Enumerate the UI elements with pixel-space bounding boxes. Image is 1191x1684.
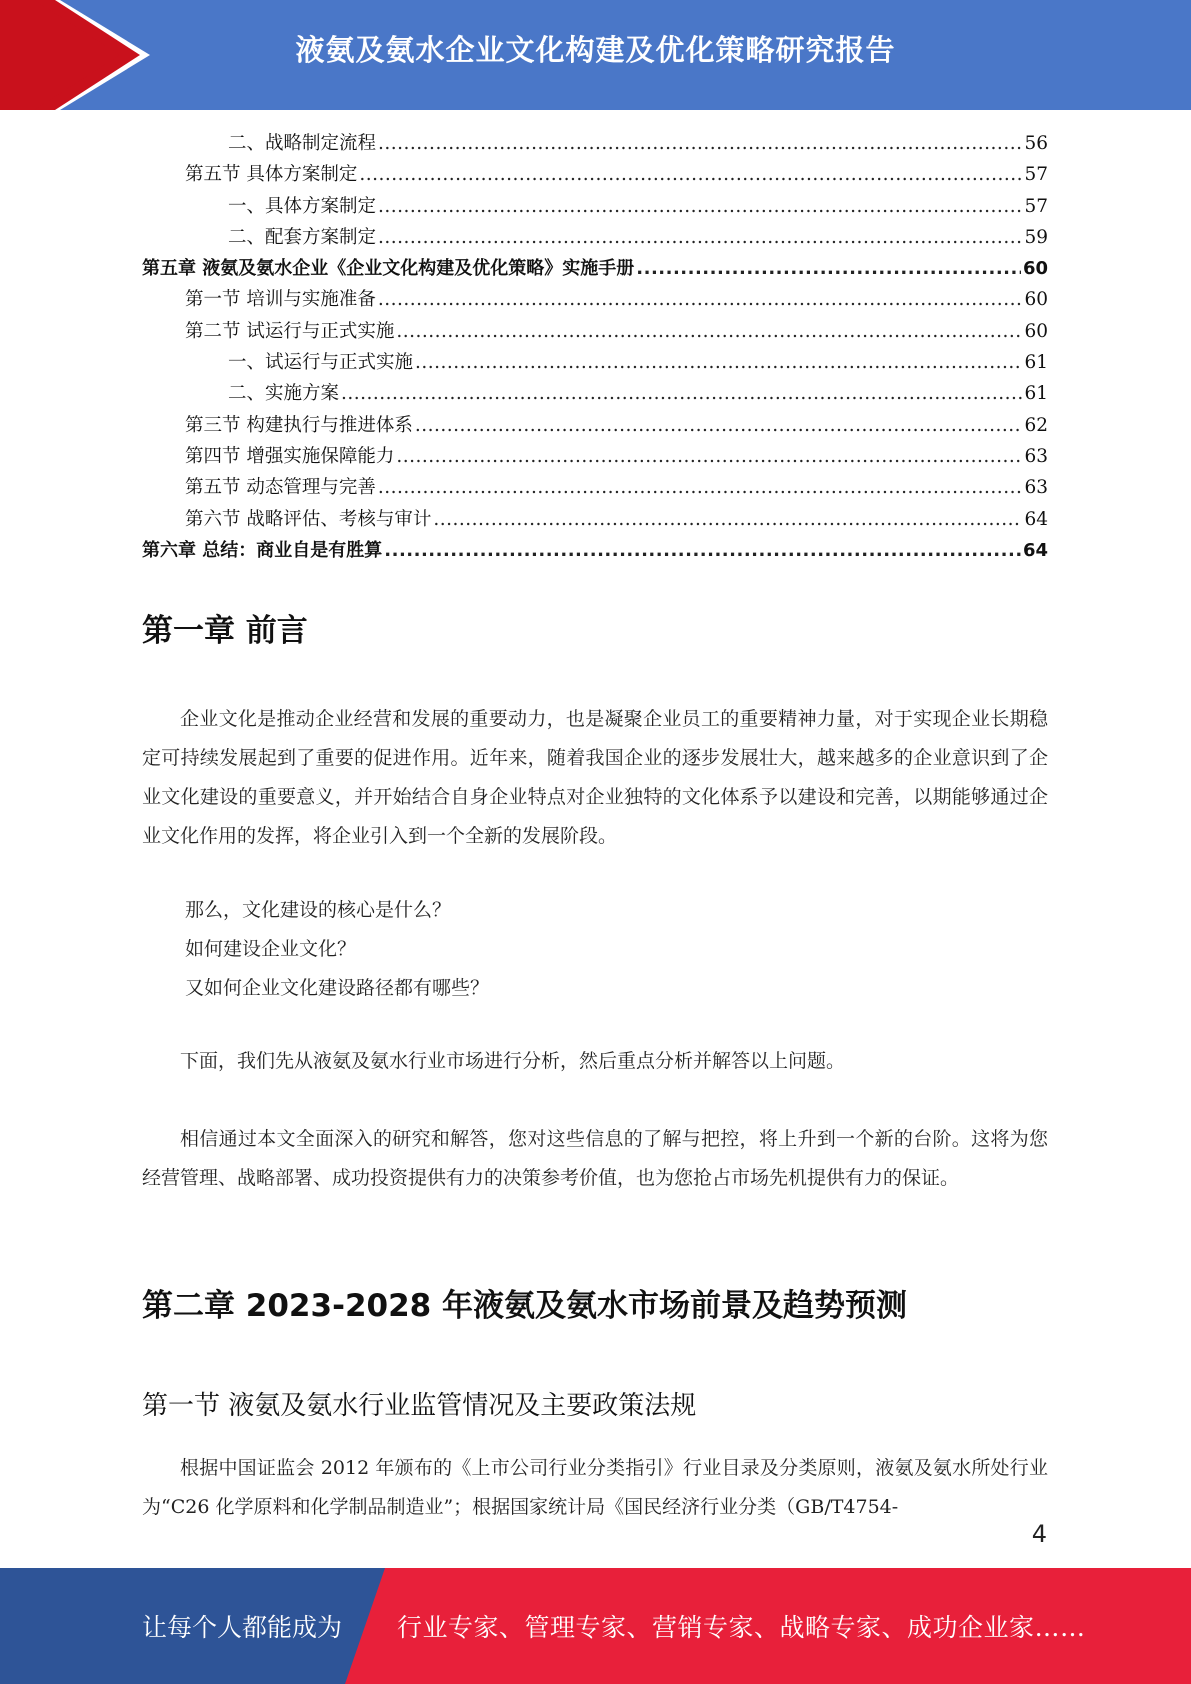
toc-leader-dots [396, 441, 1022, 472]
toc-entry[interactable] [142, 410, 1048, 441]
toc-entry[interactable] [142, 378, 1048, 409]
chapter-1-paragraph-3: 相信通过本文全面深入的研究和解答，您对这些信息的了解与把控，将上升到一个新的台阶。这将为您经营管理、战略部署、成功投资提供有力的决策参考价值，也为您抢占市场先机提供有力的保证。 [142, 1128, 1048, 1189]
toc-entry-label: 第五节 具体方案制定 [185, 164, 358, 186]
toc-leader-dots [384, 535, 1021, 566]
toc-leader-dots [433, 504, 1022, 535]
toc-entry-label: 一、试运行与正式实施 [228, 352, 414, 374]
toc-entry[interactable] [142, 441, 1048, 472]
toc-leader-dots [636, 253, 1021, 284]
toc-leader-dots [415, 410, 1023, 441]
question-2: 如何建设企业文化？ [185, 938, 357, 960]
toc-entry-label: 第六节 战略评估、考核与审计 [185, 508, 432, 530]
toc-entry-page: 60 [1022, 258, 1048, 280]
toc-entry-page: 57 [1024, 195, 1048, 217]
toc-leader-dots [378, 284, 1023, 315]
toc-entry-label: 二、战略制定流程 [228, 133, 377, 154]
toc-entry-page: 63 [1024, 477, 1048, 499]
toc-entry-label: 第二节 试运行与正式实施 [185, 320, 395, 342]
toc-entry-page: 59 [1024, 226, 1048, 248]
toc-entry-label: 第五节 动态管理与完善 [185, 477, 376, 499]
toc-entry-page: 57 [1024, 164, 1048, 186]
toc-entry-label: 第六章 总结：商业自是有胜算 [142, 539, 383, 561]
chapter-1-paragraph-1: 企业文化是推动企业经营和发展的重要动力，也是凝聚企业员工的重要精神力量，对于实现企业长期稳定可持续发展起到了重要的促进作用。近年来，随着我国企业的逐步发展壮大，越来越多的企业意识到了企业文化建设的重要意义，并开始结合自身企业特点对企业独特的文化体系予以建设和完善，以期能够通过企业文化作用的发挥，将企业引入到一个全新的发展阶段。 [142, 708, 1048, 847]
toc-entry[interactable] [142, 191, 1048, 222]
toc-entry[interactable] [142, 504, 1048, 535]
question-3: 又如何企业文化建设路径都有哪些？ [185, 977, 490, 999]
toc-entry-label: 二、配套方案制定 [228, 226, 377, 248]
page-footer [0, 1568, 1191, 1684]
page-number: 4 [1031, 1520, 1047, 1548]
chapter-1-title: 第一章 前言 [142, 613, 308, 649]
toc-entry-page: 64 [1022, 539, 1048, 561]
page-header [0, 0, 1191, 110]
toc-leader-dots [378, 128, 1022, 159]
footer-slogan-left: 让每个人都能成为 [142, 1613, 343, 1642]
toc-entry[interactable] [142, 535, 1048, 566]
toc-entry-page: 60 [1024, 289, 1048, 311]
question-1: 那么，文化建设的核心是什么？ [185, 899, 452, 921]
toc-entry[interactable] [142, 316, 1048, 347]
toc-leader-dots [359, 159, 1022, 190]
toc-leader-dots [378, 191, 1022, 222]
chapter-2-paragraph-1: 根据中国证监会 2012 年颁布的《上市公司行业分类指引》行业目录及分类原则，液氨及氨水所处行业为“C26 化学原料和化学制品制造业”；根据国家统计局《国民经济行业分类（GB/T4754- [142, 1457, 1048, 1518]
table-of-contents [142, 128, 1048, 566]
toc-entry-page: 63 [1024, 445, 1048, 467]
toc-entry-label: 第三节 构建执行与推进体系 [185, 414, 413, 436]
toc-entry-label: 一、具体方案制定 [228, 195, 377, 217]
toc-leader-dots [378, 222, 1022, 253]
toc-leader-dots [415, 347, 1022, 378]
toc-entry-page: 62 [1024, 414, 1048, 436]
toc-entry-page: 60 [1024, 320, 1048, 342]
toc-entry-page: 61 [1024, 352, 1048, 374]
toc-entry-page: 64 [1024, 508, 1048, 530]
document-title: 液氨及氨水企业文化构建及优化策略研究报告 [295, 33, 896, 67]
toc-entry[interactable] [142, 253, 1048, 284]
toc-leader-dots [341, 378, 1022, 409]
toc-entry-page: 61 [1024, 383, 1048, 405]
toc-entry[interactable] [142, 284, 1048, 315]
toc-leader-dots [378, 472, 1023, 503]
toc-entry-label: 第一节 培训与实施准备 [185, 289, 376, 311]
toc-entry-label: 第四节 增强实施保障能力 [185, 445, 395, 467]
footer-slogan-right: 行业专家、管理专家、营销专家、战略专家、成功企业家…… [397, 1613, 1086, 1642]
toc-leader-dots [396, 316, 1022, 347]
toc-entry[interactable] [142, 128, 1048, 159]
chapter-1-paragraph-2: 下面，我们先从液氨及氨水行业市场进行分析，然后重点分析并解答以上问题。 [180, 1050, 846, 1072]
toc-entry-label: 二、实施方案 [228, 383, 340, 405]
toc-entry[interactable] [142, 222, 1048, 253]
toc-entry-page: 56 [1024, 133, 1048, 154]
toc-entry[interactable] [142, 159, 1048, 190]
toc-entry-label: 第五章 液氨及氨水企业《企业文化构建及优化策略》实施手册 [142, 258, 635, 280]
toc-entry[interactable] [142, 472, 1048, 503]
chapter-2-title: 第二章 2023-2028 年液氨及氨水市场前景及趋势预测 [142, 1288, 908, 1324]
section-1-title: 第一节 液氨及氨水行业监管情况及主要政策法规 [142, 1391, 697, 1421]
toc-entry[interactable] [142, 347, 1048, 378]
